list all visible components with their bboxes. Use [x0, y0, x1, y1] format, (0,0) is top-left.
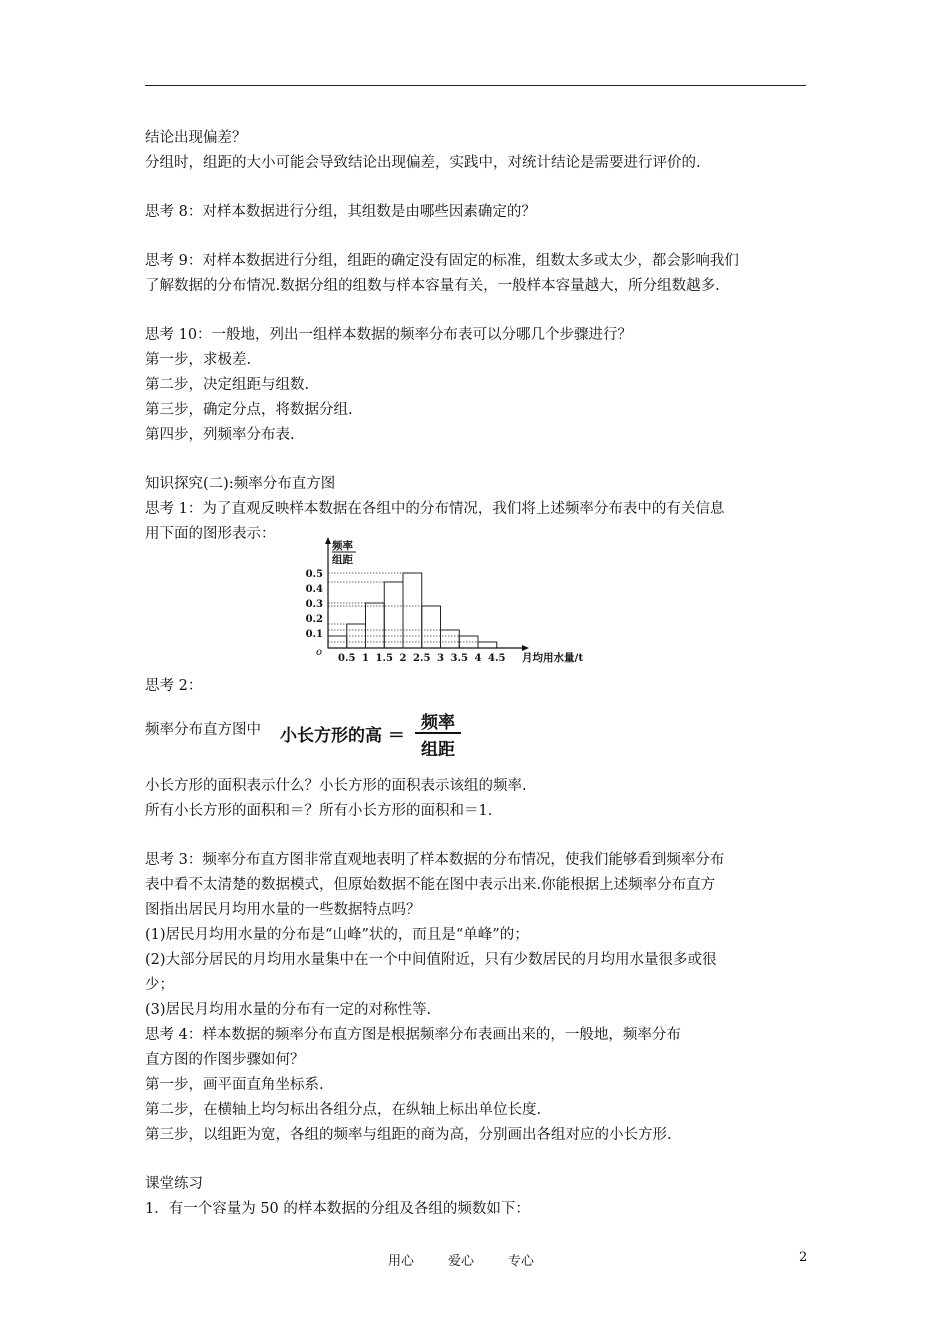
x-axis-label: 月均用水量/t — [522, 652, 584, 664]
footer-left: 用心 — [388, 1254, 415, 1269]
paragraph-line: 了解数据的分布情况.数据分组的组数与样本容量有关，一般样本容量越大，所分组数越多. — [145, 278, 720, 294]
question-10: 思考 10：一般地，列出一组样本数据的频率分布表可以分哪几个步骤进行？ — [145, 327, 633, 343]
step-2: 第二步，决定组距与组数. — [145, 377, 310, 393]
y-axis-label-top: 频率 — [332, 540, 353, 552]
y-tick-label: 0.4 — [305, 584, 323, 595]
header-rule — [145, 85, 806, 86]
step-2: 第二步，在横轴上均匀标出各组分点，在纵轴上标出单位长度. — [145, 1102, 542, 1118]
origin-label: o — [316, 647, 323, 658]
step-4: 第四步，列频率分布表. — [145, 427, 295, 443]
x-tick-label: 2 — [399, 653, 407, 664]
feature-1: (1)居民月均用水量的分布是“山峰”状的，而且是“单峰”的； — [145, 927, 529, 943]
footer-mid: 爱心 — [448, 1254, 475, 1269]
frequency-histogram — [300, 535, 600, 667]
x-axis-arrow — [522, 645, 529, 651]
footer-right: 专心 — [508, 1254, 535, 1269]
histogram-bar — [403, 573, 422, 648]
x-tick-label: 0.5 — [338, 653, 356, 664]
y-tick-label: 0.2 — [305, 614, 323, 625]
section-heading: 课堂练习 — [145, 1176, 203, 1192]
page-number: 2 — [799, 1250, 808, 1265]
step-1: 第一步，画平面直角坐标系. — [145, 1077, 324, 1093]
question-1: 思考 1：为了直观反映样本数据在各组中的分布情况，我们将上述频率分布表中的有关信息 — [145, 501, 725, 517]
paragraph-line: 所有小长方形的面积和＝？所有小长方形的面积和＝1. — [145, 803, 493, 819]
formula-fraction — [415, 708, 461, 758]
x-tick-label: 4 — [474, 653, 482, 664]
y-axis-label-bottom: 组距 — [332, 554, 353, 566]
x-tick-label: 3 — [437, 653, 444, 664]
fraction-numerator: 频率 — [421, 713, 455, 733]
formula-lhs: 小长方形的高 ＝ — [280, 726, 405, 746]
y-tick-label: 0.1 — [305, 629, 323, 640]
question-2: 思考 2： — [145, 678, 203, 694]
x-tick-label: 3.5 — [450, 653, 468, 664]
question-8: 思考 8：对样本数据进行分组，其组数是由哪些因素确定的？ — [145, 204, 536, 220]
histogram-bar — [441, 630, 460, 648]
question-9: 思考 9：对样本数据进行分组，组距的确定没有固定的标准，组数太多或太少，都会影响我们 — [145, 253, 739, 269]
step-1: 第一步，求极差. — [145, 352, 252, 368]
y-axis-arrow — [325, 537, 331, 544]
x-tick-label: 1.5 — [375, 653, 393, 664]
feature-2: (2)大部分居民的月均用水量集中在一个中间值附近，只有少数居民的月均用水量很多或很 — [145, 952, 717, 968]
x-tick-label: 2.5 — [413, 653, 431, 664]
section-heading: 知识探究(二):频率分布直方图 — [145, 476, 336, 492]
paragraph-line: 直方图的作图步骤如何？ — [145, 1052, 305, 1068]
paragraph-line: 小长方形的面积表示什么？小长方形的面积表示该组的频率. — [145, 778, 527, 794]
step-3: 第三步，以组距为宽，各组的频率与组距的商为高，分别画出各组对应的小长方形. — [145, 1127, 672, 1143]
question-3: 思考 3：频率分布直方图非常直观地表明了样本数据的分布情况，使我们能够看到频率分布 — [145, 852, 725, 868]
step-3: 第三步，确定分点，将数据分组. — [145, 402, 353, 418]
paragraph-line: 分组时，组距的大小可能会导致结论出现偏差，实践中，对统计结论是需要进行评价的. — [145, 155, 701, 171]
fraction-denominator: 组距 — [421, 740, 455, 760]
paragraph-line: 图指出居民月均用水量的一些数据特点吗？ — [145, 902, 421, 918]
paragraph-line: 表中看不太清楚的数据模式，但原始数据不能在图中表示出来.你能根据上述频率分布直方 — [145, 877, 716, 893]
histogram-bar — [384, 582, 403, 648]
paragraph-line: 结论出现偏差？ — [145, 130, 247, 146]
formula-prefix: 频率分布直方图中 — [145, 722, 261, 738]
x-tick-label: 1 — [362, 653, 369, 664]
paragraph-line: 少； — [145, 977, 174, 993]
x-tick-label: 4.5 — [488, 653, 506, 664]
feature-3: (3)居民月均用水量的分布有一定的对称性等. — [145, 1002, 432, 1018]
histogram-bar — [478, 642, 497, 648]
y-tick-label: 0.3 — [305, 599, 323, 610]
y-tick-label: 0.5 — [305, 569, 323, 580]
histogram-bar — [366, 603, 385, 648]
exercise-1: 1．有一个容量为 50 的样本数据的分组及各组的频数如下： — [145, 1201, 530, 1217]
question-4: 思考 4：样本数据的频率分布直方图是根据频率分布表画出来的，一般地，频率分布 — [145, 1027, 681, 1043]
paragraph-line: 用下面的图形表示： — [145, 526, 276, 542]
